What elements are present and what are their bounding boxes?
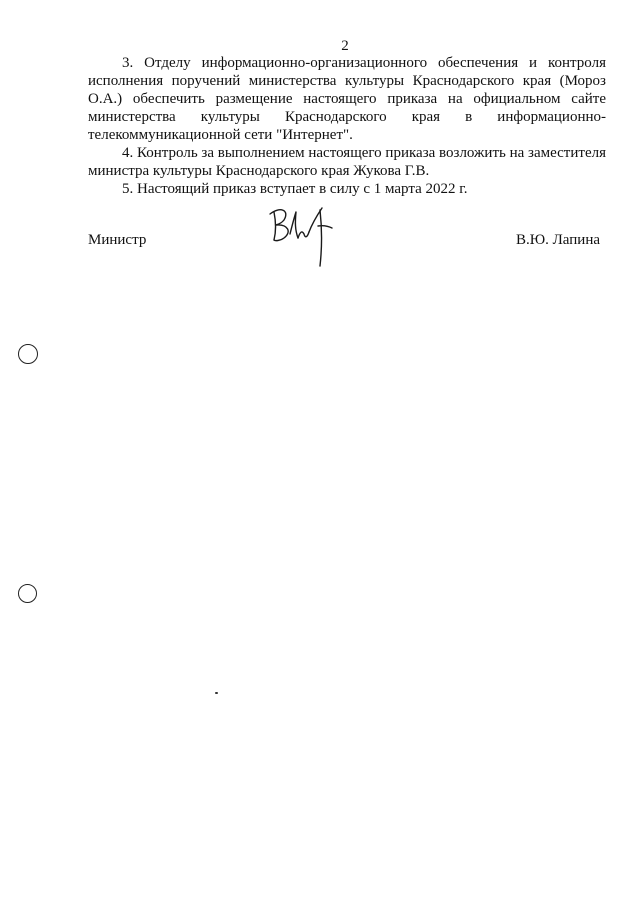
punch-hole-top [18,344,38,364]
paragraph-3: 3. Отделу информационно-организационного обеспечения и контроля исполнения поручений министерства культуры Краснодарского края (Мороз О.А.) обеспечить размещение настоящего приказа на официальном сайте министерства культуры Краснодарского края в информационно-телекоммуникационной сети "Интернет". [88,55,606,143]
page-number: 2 [341,38,349,54]
paragraph-5: 5. Настоящий приказ вступает в силу с 1 марта 2022 г. [122,181,468,197]
document-body [88,54,606,198]
signatory-name: В.Ю. Лапина [515,232,600,248]
punch-hole-bottom [18,584,37,603]
scan-speck [215,692,218,694]
signatory-title: Министр [88,232,147,248]
handwritten-signature-icon [262,198,346,270]
paragraph-4: 4. Контроль за выполнением настоящего приказа возложить на заместителя министра культуры Краснодарского края Жукова Г.В. [88,145,606,179]
